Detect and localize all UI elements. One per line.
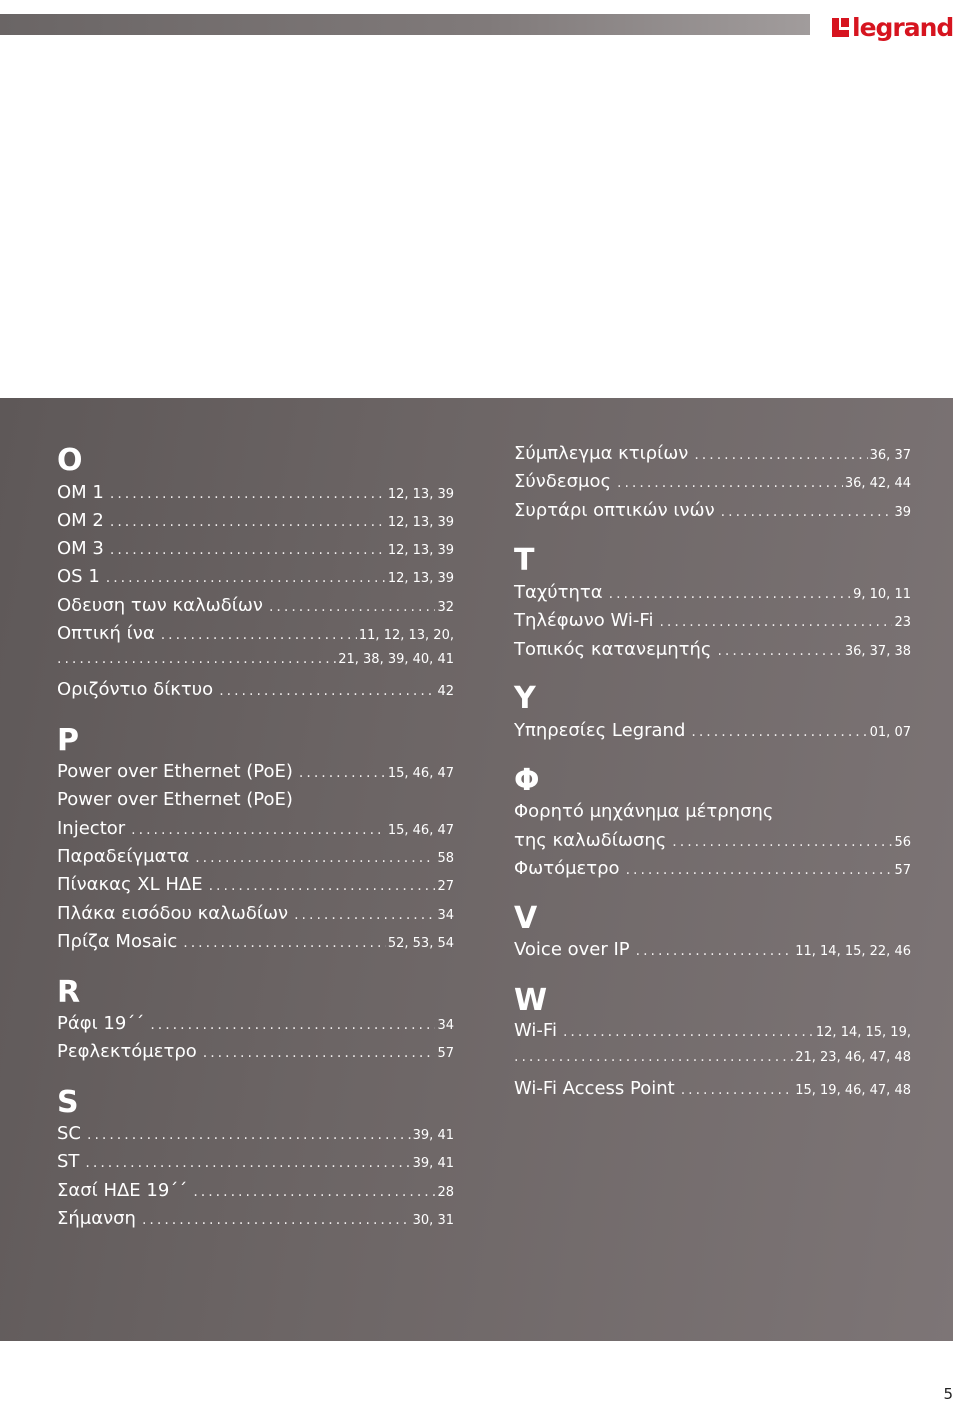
index-term: SC bbox=[57, 1123, 81, 1144]
index-term: Φωτόμετρο bbox=[514, 858, 620, 879]
index-pages: 21, 38, 39, 40, 41 bbox=[338, 652, 454, 667]
dot-leader bbox=[672, 835, 892, 849]
index-pages: 23 bbox=[894, 615, 911, 630]
index-term: Οπτική ίνα bbox=[57, 623, 155, 644]
section-letter-r: R bbox=[57, 975, 81, 1010]
dot-leader bbox=[717, 644, 842, 658]
index-entry bbox=[514, 443, 911, 467]
section-letter-t: T bbox=[514, 543, 535, 578]
dot-leader bbox=[636, 944, 794, 958]
index-term: Voice over IP bbox=[514, 939, 630, 960]
index-term: OS 1 bbox=[57, 566, 100, 587]
index-pages: 58 bbox=[437, 851, 454, 866]
index-entry bbox=[57, 761, 454, 785]
index-entry bbox=[514, 639, 911, 663]
dot-leader bbox=[131, 823, 386, 837]
index-entry bbox=[514, 610, 911, 634]
index-term: Οριζόντιο δίκτυο bbox=[57, 679, 214, 700]
dot-leader bbox=[161, 628, 357, 642]
index-pages: 15, 46, 47 bbox=[387, 766, 454, 781]
index-term: Φορητό μηχάνημα μέτρησης bbox=[514, 801, 774, 822]
dot-leader bbox=[609, 587, 851, 601]
header-bar bbox=[0, 14, 810, 35]
dot-leader bbox=[106, 571, 386, 585]
dot-leader bbox=[142, 1213, 411, 1227]
index-term: OM 3 bbox=[57, 538, 104, 559]
index-entry bbox=[57, 1041, 454, 1065]
index-pages: 28 bbox=[437, 1185, 454, 1200]
index-term: Power over Ethernet (PoE) bbox=[57, 789, 293, 810]
dot-leader bbox=[626, 863, 893, 877]
brand-logo bbox=[832, 8, 956, 46]
index-entry bbox=[57, 595, 454, 619]
dot-leader bbox=[110, 515, 386, 529]
index-pages: 57 bbox=[437, 1046, 454, 1061]
index-term: Σήμανση bbox=[57, 1208, 136, 1229]
index-term: Wi-Fi bbox=[514, 1020, 557, 1041]
dot-leader bbox=[299, 766, 386, 780]
index-entry bbox=[514, 582, 911, 606]
index-entry bbox=[514, 500, 911, 524]
index-term: Οδευση των καλωδίων bbox=[57, 595, 263, 616]
index-term: Πλάκα εισόδου καλωδίων bbox=[57, 903, 289, 924]
index-term: Πρίζα Mosaic bbox=[57, 931, 178, 952]
dot-leader bbox=[87, 1128, 411, 1142]
section-letter-p: P bbox=[57, 723, 79, 758]
index-entry bbox=[57, 903, 454, 927]
index-term: Πίνακας XL ΗΔΕ bbox=[57, 874, 203, 895]
index-entry bbox=[57, 623, 454, 647]
index-pages: 42 bbox=[437, 684, 454, 699]
index-entry bbox=[57, 1013, 454, 1037]
index-term: Συρτάρι οπτικών ινών bbox=[514, 500, 715, 521]
index-term: OM 1 bbox=[57, 482, 104, 503]
index-pages: 34 bbox=[437, 908, 454, 923]
index-entry bbox=[57, 874, 454, 898]
page-number: 5 bbox=[943, 1385, 953, 1403]
index-entry bbox=[57, 818, 454, 842]
index-pages: 39 bbox=[894, 505, 911, 520]
section-letter-v: V bbox=[514, 901, 538, 936]
index-entry bbox=[514, 471, 911, 495]
dot-leader bbox=[110, 487, 386, 501]
index-pages: 12, 13, 39 bbox=[387, 487, 454, 502]
index-pages: 57 bbox=[894, 863, 911, 878]
index-entry bbox=[514, 801, 911, 825]
index-pages: 12, 13, 39 bbox=[387, 543, 454, 558]
dot-leader bbox=[57, 652, 336, 666]
index-entry bbox=[57, 1151, 454, 1175]
section-letter-s: S bbox=[57, 1085, 79, 1120]
dot-leader bbox=[691, 725, 867, 739]
index-term: Υπηρεσίες Legrand bbox=[514, 720, 686, 741]
dot-leader bbox=[694, 448, 867, 462]
index-entry bbox=[57, 679, 454, 703]
dot-leader bbox=[183, 936, 386, 950]
dot-leader bbox=[219, 684, 435, 698]
index-pages: 21, 23, 46, 47, 48 bbox=[795, 1050, 911, 1065]
index-entry bbox=[514, 1078, 911, 1102]
index-term: Ράφι 19΄΄ bbox=[57, 1013, 145, 1034]
index-pages: 12, 13, 39 bbox=[387, 571, 454, 586]
dot-leader bbox=[150, 1018, 435, 1032]
dot-leader bbox=[721, 505, 893, 519]
dot-leader bbox=[269, 600, 435, 614]
index-term: ST bbox=[57, 1151, 80, 1172]
index-term: Παραδείγματα bbox=[57, 846, 190, 867]
index-panel bbox=[0, 398, 953, 1341]
dot-leader bbox=[681, 1083, 794, 1097]
index-pages: 11, 12, 13, 20, bbox=[358, 628, 454, 643]
index-pages: 56 bbox=[894, 835, 911, 850]
index-entry bbox=[514, 720, 911, 744]
index-entry bbox=[514, 1020, 911, 1044]
dot-leader bbox=[514, 1050, 793, 1064]
index-pages: 01, 07 bbox=[869, 725, 911, 740]
section-letter-y: Y bbox=[514, 681, 536, 716]
index-entry bbox=[57, 1123, 454, 1147]
index-pages: 11, 14, 15, 22, 46 bbox=[795, 944, 911, 959]
index-entry bbox=[57, 482, 454, 506]
index-term: Τηλέφωνο Wi-Fi bbox=[514, 610, 654, 631]
section-letter-o: O bbox=[57, 443, 83, 478]
index-pages: 30, 31 bbox=[412, 1213, 454, 1228]
index-entry bbox=[57, 846, 454, 870]
index-entry bbox=[57, 538, 454, 562]
index-entry bbox=[514, 858, 911, 882]
section-letter-w: W bbox=[514, 983, 548, 1018]
index-pages: 34 bbox=[437, 1018, 454, 1033]
logo-text: legrand bbox=[852, 12, 954, 42]
legrand-mark-icon bbox=[832, 18, 849, 37]
index-term: Σύνδεσμος bbox=[514, 471, 612, 492]
index-term: Τοπικός κατανεμητής bbox=[514, 639, 712, 660]
index-entry bbox=[57, 1208, 454, 1232]
index-pages: 52, 53, 54 bbox=[387, 936, 454, 951]
index-term: Σασί ΗΔΕ 19΄΄ bbox=[57, 1180, 188, 1201]
index-pages: 32 bbox=[437, 600, 454, 615]
index-pages: 36, 37, 38 bbox=[844, 644, 911, 659]
index-entry bbox=[57, 931, 454, 955]
index-entry bbox=[57, 566, 454, 590]
dot-leader bbox=[659, 615, 892, 629]
index-term: Ρεφλεκτόμετρο bbox=[57, 1041, 197, 1062]
index-pages: 36, 42, 44 bbox=[844, 476, 911, 491]
index-term: Wi-Fi Access Point bbox=[514, 1078, 675, 1099]
index-pages: 15, 19, 46, 47, 48 bbox=[795, 1083, 911, 1098]
dot-leader bbox=[294, 908, 435, 922]
index-entry bbox=[514, 939, 911, 963]
index-pages: 15, 46, 47 bbox=[387, 823, 454, 838]
index-term: OM 2 bbox=[57, 510, 104, 531]
index-pages: 9, 10, 11 bbox=[853, 587, 911, 602]
dot-leader bbox=[110, 543, 386, 557]
dot-leader bbox=[195, 851, 435, 865]
index-entry bbox=[57, 652, 454, 676]
index-term: Σύμπλεγμα κτιρίων bbox=[514, 443, 689, 464]
index-pages: 39, 41 bbox=[412, 1128, 454, 1143]
index-entry bbox=[57, 510, 454, 534]
index-pages: 27 bbox=[437, 879, 454, 894]
index-term: Power over Ethernet (PoE) bbox=[57, 761, 293, 782]
dot-leader bbox=[85, 1156, 410, 1170]
section-letter-f: Φ bbox=[514, 763, 540, 798]
index-entry bbox=[57, 789, 454, 813]
index-term: της καλωδίωσης bbox=[514, 830, 667, 851]
index-entry bbox=[514, 1050, 911, 1074]
dot-leader bbox=[617, 476, 843, 490]
index-pages: 36, 37 bbox=[869, 448, 911, 463]
index-entry bbox=[57, 1180, 454, 1204]
index-pages: 39, 41 bbox=[412, 1156, 454, 1171]
index-pages: 12, 13, 39 bbox=[387, 515, 454, 530]
index-term: Injector bbox=[57, 818, 126, 839]
index-pages: 12, 14, 15, 19, bbox=[815, 1025, 911, 1040]
dot-leader bbox=[209, 879, 436, 893]
dot-leader bbox=[203, 1046, 436, 1060]
dot-leader bbox=[193, 1185, 435, 1199]
index-entry bbox=[514, 830, 911, 854]
index-term: Ταχύτητα bbox=[514, 582, 603, 603]
dot-leader bbox=[563, 1025, 814, 1039]
